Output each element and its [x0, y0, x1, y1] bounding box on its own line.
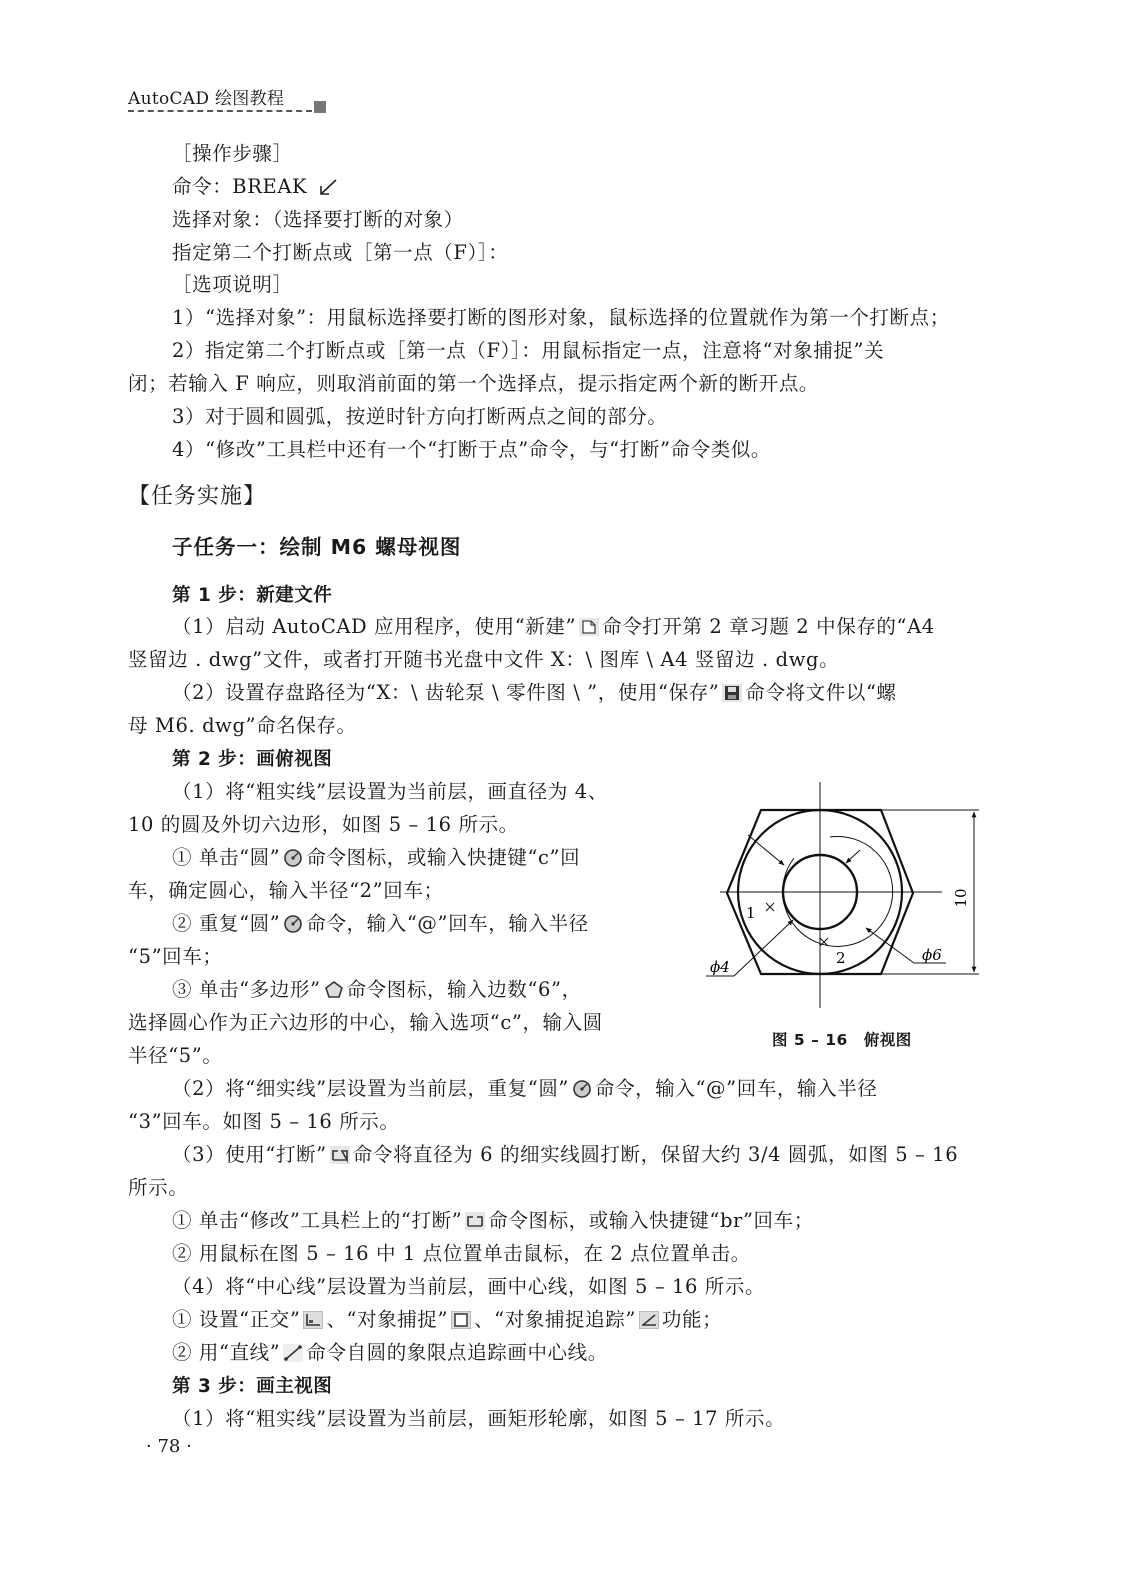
- step2-item-c: [172, 907, 589, 940]
- ops-title: ［操作步骤］: [172, 142, 293, 165]
- step2-item-d-cont2: 半径“5”。: [128, 1044, 223, 1067]
- opts-item-2: 2）指定第二个打断点或［第一点（F）］：用鼠标指定一点，注意将“对象捕捉”关: [172, 339, 885, 362]
- step2-item-h: ② 用鼠标在图 5 – 16 中 1 点位置单击鼠标，在 2 点位置单击。: [172, 1242, 751, 1265]
- step2-item-k-text-b: 命令自圆的象限点追踪画中心线。: [306, 1341, 608, 1364]
- step2-para1-cont: 10 的圆及外切六边形，如图 5 – 16 所示。: [128, 813, 519, 836]
- header-dashed-rule: [128, 110, 312, 112]
- step2-item-g-text-b: 命令图标，或输入快捷键“br”回车；: [488, 1209, 814, 1232]
- point-2-label: 2: [836, 949, 846, 967]
- point-1-mark: [766, 903, 774, 911]
- arc-d6: [783, 836, 893, 946]
- step2-item-k-text-a: ② 用“直线”: [172, 1341, 281, 1364]
- step2-item-c-cont: “5”回车；: [128, 945, 223, 968]
- step2-item-b-text-b: 命令图标，或输入快捷键“c”回: [306, 846, 581, 869]
- step2-item-j: [172, 1303, 722, 1336]
- step2-item-g: [172, 1204, 814, 1237]
- step2-item-j-text-d: 功能；: [661, 1308, 723, 1331]
- step2-item-d: [172, 973, 582, 1006]
- step2-item-d-cont1: 选择圆心作为正六边形的中心，输入选项“c”，输入圆: [128, 1011, 603, 1034]
- polygon-icon: [324, 981, 344, 999]
- step2-item-j-text-a: ① 设置“正交”: [172, 1308, 301, 1331]
- running-header: AutoCAD 绘图教程: [128, 89, 285, 109]
- step2-item-j-text-c: 、“对象捕捉追踪”: [474, 1308, 636, 1331]
- circle-icon: [283, 915, 303, 933]
- step2-item-k: [172, 1336, 608, 1369]
- point-1-label: 1: [746, 904, 756, 922]
- step2-item-c-text-a: ② 重复“圆”: [172, 912, 281, 935]
- circle-icon: [283, 849, 303, 867]
- ops-command-text: 命令：BREAK: [172, 175, 308, 198]
- step1-para1: [172, 610, 935, 643]
- phi6-label: ϕ6: [922, 946, 942, 964]
- step1-para2-text-b: 命令将文件以“螺: [745, 681, 897, 704]
- step3-title: 第 3 步：画主视图: [172, 1376, 333, 1397]
- break-icon: [330, 1146, 350, 1164]
- step1-title: 第 1 步：新建文件: [172, 585, 333, 606]
- step2-para1: （1）将“粗实线”层设置为当前层，画直径为 4、: [172, 780, 608, 803]
- step2-item-b-cont: 车，确定圆心，输入半径“2”回车；: [128, 879, 444, 902]
- step2-para3-text-a: （3）使用“打断”: [172, 1143, 327, 1166]
- otrack-icon: [639, 1311, 659, 1329]
- section-title: 【任务实施】: [128, 484, 267, 509]
- step2-item-j-text-b: 、“对象捕捉”: [326, 1308, 449, 1331]
- step2-para3: [172, 1138, 958, 1171]
- step2-para2-text-a: （2）将“细实线”层设置为当前层，重复“圆”: [172, 1077, 569, 1100]
- osnap-icon: [451, 1311, 471, 1329]
- step1-para2: [172, 676, 897, 709]
- ortho-icon: [303, 1311, 323, 1329]
- step2-item-g-text-a: ① 单击“修改”工具栏上的“打断”: [172, 1209, 463, 1232]
- new-file-icon: [579, 618, 599, 636]
- step2-para4: （4）将“中心线”层设置为当前层，画中心线，如图 5 – 16 所示。: [172, 1275, 766, 1298]
- enter-arrow-icon: [317, 178, 339, 196]
- opts-item-1: 1）“选择对象”：用鼠标选择要打断的图形对象，鼠标选择的位置就作为第一个打断点；: [172, 306, 950, 329]
- step2-para2-cont: “3”回车。如图 5 – 16 所示。: [128, 1110, 400, 1133]
- step1-para2-cont: 母 M6. dwg”命名保存。: [128, 714, 357, 737]
- step1-para1-text-b: 命令打开第 2 章习题 2 中保存的“A4: [602, 615, 935, 638]
- opts-item-4: 4）“修改”工具栏中还有一个“打断于点”命令，与“打断”命令类似。: [172, 438, 772, 461]
- step2-title: 第 2 步：画俯视图: [172, 749, 333, 770]
- step2-item-c-text-b: 命令，输入“@”回车，输入半径: [306, 912, 589, 935]
- step2-para3-cont: 所示。: [128, 1176, 189, 1199]
- step3-para1: （1）将“粗实线”层设置为当前层，画矩形轮廓，如图 5 – 17 所示。: [172, 1407, 786, 1430]
- subtask-title: 子任务一：绘制 M6 螺母视图: [172, 535, 462, 559]
- step1-para1-text-a: （1）启动 AutoCAD 应用程序，使用“新建”: [172, 615, 577, 638]
- ops-command: [172, 170, 342, 203]
- line-icon: [283, 1344, 303, 1362]
- opts-item-3: 3）对于圆和圆弧，按逆时针方向打断两点之间的部分。: [172, 405, 668, 428]
- step2-para2: [172, 1072, 877, 1105]
- ops-select: 选择对象：（选择要打断的对象）: [172, 208, 464, 231]
- figure-caption: 图 5 – 16 俯视图: [772, 1031, 912, 1049]
- header-square-mark: [314, 101, 326, 113]
- circle-icon: [572, 1080, 592, 1098]
- step2-para2-text-b: 命令，输入“@”回车，输入半径: [594, 1077, 878, 1100]
- dim-height-label: 10: [952, 888, 970, 908]
- step2-item-b: [172, 841, 580, 874]
- step1-para1-cont: 竖留边 . dwg”文件，或者打开随书光盘中文件 X：\ 图库 \ A4 竖留边 . dwg。: [128, 648, 840, 671]
- step2-item-d-text-a: ③ 单击“多边形”: [172, 978, 321, 1001]
- ops-second: 指定第二个打断点或［第一点（F）］：: [172, 241, 509, 264]
- figure-top-view: [696, 780, 996, 1010]
- save-icon: [722, 684, 742, 702]
- opts-item-2-cont: 闭；若输入 F 响应，则取消前面的第一个选择点，提示指定两个新的断开点。: [128, 372, 820, 395]
- page-number: · 78 ·: [146, 1436, 192, 1457]
- step2-para3-text-b: 命令将直径为 6 的细实线圆打断，保留大约 3/4 圆弧，如图 5 – 16: [352, 1143, 959, 1166]
- phi4-label: ϕ4: [710, 958, 730, 976]
- opts-title: ［选项说明］: [172, 273, 293, 296]
- break-icon: [465, 1212, 485, 1230]
- step2-item-b-text-a: ① 单击“圆”: [172, 846, 281, 869]
- step2-item-d-text-b: 命令图标，输入边数“6”，: [346, 978, 582, 1001]
- step1-para2-text-a: （2）设置存盘路径为“X：\ 齿轮泵 \ 零件图 \ ”，使用“保存”: [172, 681, 720, 704]
